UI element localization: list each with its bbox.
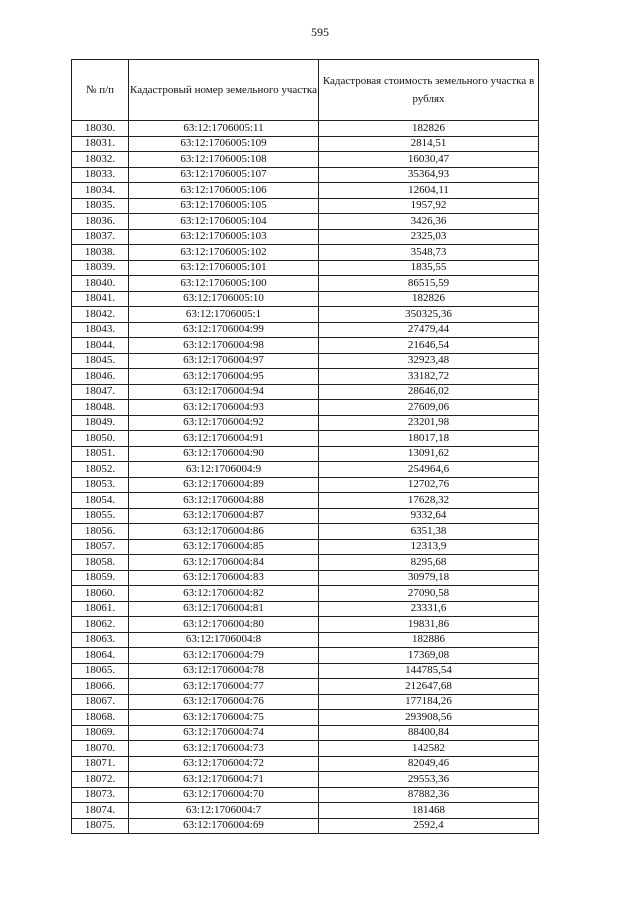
cadastral-value-cell: 182826 <box>319 121 539 137</box>
cadastral-value-cell: 12702,76 <box>319 477 539 493</box>
cadastral-value-cell: 350325,36 <box>319 307 539 323</box>
cadastral-number-cell: 63:12:1706005:11 <box>129 121 319 137</box>
table-row <box>72 353 539 369</box>
table-row <box>72 384 539 400</box>
cadastral-number-cell: 63:12:1706005:102 <box>129 245 319 261</box>
table-row <box>72 431 539 447</box>
cadastral-value-cell: 12313,9 <box>319 539 539 555</box>
cadastral-number-cell: 63:12:1706004:92 <box>129 415 319 431</box>
table-row <box>72 245 539 261</box>
cadastral-value-table <box>71 59 539 834</box>
header-num: № п/п <box>72 60 129 121</box>
table-row <box>72 415 539 431</box>
cadastral-value-cell: 23331,6 <box>319 601 539 617</box>
cadastral-value-cell: 9332,64 <box>319 508 539 524</box>
table-row <box>72 663 539 679</box>
cadastral-value-cell: 88400,84 <box>319 725 539 741</box>
cadastral-value-cell: 35364,93 <box>319 167 539 183</box>
table-row <box>72 291 539 307</box>
cadastral-value-cell: 19831,86 <box>319 617 539 633</box>
row-number-cell: 18075. <box>72 818 129 834</box>
cadastral-number-cell: 63:12:1706004:95 <box>129 369 319 385</box>
cadastral-value-cell: 33182,72 <box>319 369 539 385</box>
row-number-cell: 18035. <box>72 198 129 214</box>
cadastral-value-cell: 21646,54 <box>319 338 539 354</box>
table-body <box>72 121 539 834</box>
table-row <box>72 307 539 323</box>
cadastral-value-cell: 181468 <box>319 803 539 819</box>
table-row <box>72 524 539 540</box>
cadastral-value-cell: 144785,54 <box>319 663 539 679</box>
row-number-cell: 18038. <box>72 245 129 261</box>
cadastral-value-cell: 3426,36 <box>319 214 539 230</box>
row-number-cell: 18052. <box>72 462 129 478</box>
cadastral-number-cell: 63:12:1706004:71 <box>129 772 319 788</box>
table-row <box>72 136 539 152</box>
table-row <box>72 787 539 803</box>
cadastral-value-cell: 27609,06 <box>319 400 539 416</box>
row-number-cell: 18062. <box>72 617 129 633</box>
cadastral-value-cell: 17628,32 <box>319 493 539 509</box>
cadastral-number-cell: 63:12:1706004:97 <box>129 353 319 369</box>
cadastral-number-cell: 63:12:1706004:9 <box>129 462 319 478</box>
row-number-cell: 18065. <box>72 663 129 679</box>
table-row <box>72 586 539 602</box>
row-number-cell: 18056. <box>72 524 129 540</box>
cadastral-value-cell: 1835,55 <box>319 260 539 276</box>
table-row <box>72 694 539 710</box>
cadastral-number-cell: 63:12:1706005:1 <box>129 307 319 323</box>
cadastral-value-cell: 6351,38 <box>319 524 539 540</box>
cadastral-number-cell: 63:12:1706004:70 <box>129 787 319 803</box>
row-number-cell: 18067. <box>72 694 129 710</box>
cadastral-value-cell: 30979,18 <box>319 570 539 586</box>
table-row <box>72 555 539 571</box>
cadastral-number-cell: 63:12:1706005:107 <box>129 167 319 183</box>
row-number-cell: 18042. <box>72 307 129 323</box>
cadastral-value-cell: 293908,56 <box>319 710 539 726</box>
row-number-cell: 18069. <box>72 725 129 741</box>
cadastral-value-cell: 182886 <box>319 632 539 648</box>
row-number-cell: 18070. <box>72 741 129 757</box>
cadastral-number-cell: 63:12:1706004:73 <box>129 741 319 757</box>
row-number-cell: 18051. <box>72 446 129 462</box>
table-row <box>72 214 539 230</box>
cadastral-value-cell: 17369,08 <box>319 648 539 664</box>
cadastral-value-cell: 87882,36 <box>319 787 539 803</box>
table-row <box>72 260 539 276</box>
table-row <box>72 756 539 772</box>
table-row <box>72 276 539 292</box>
table-row <box>72 772 539 788</box>
row-number-cell: 18030. <box>72 121 129 137</box>
row-number-cell: 18063. <box>72 632 129 648</box>
row-number-cell: 18036. <box>72 214 129 230</box>
cadastral-number-cell: 63:12:1706004:99 <box>129 322 319 338</box>
row-number-cell: 18074. <box>72 803 129 819</box>
cadastral-value-cell: 177184,26 <box>319 694 539 710</box>
table-row <box>72 679 539 695</box>
cadastral-number-cell: 63:12:1706004:93 <box>129 400 319 416</box>
cadastral-value-cell: 3548,73 <box>319 245 539 261</box>
row-number-cell: 18049. <box>72 415 129 431</box>
cadastral-value-cell: 29553,36 <box>319 772 539 788</box>
cadastral-value-cell: 12604,11 <box>319 183 539 199</box>
cadastral-value-cell: 2325,03 <box>319 229 539 245</box>
cadastral-number-cell: 63:12:1706005:10 <box>129 291 319 307</box>
cadastral-number-cell: 63:12:1706004:90 <box>129 446 319 462</box>
cadastral-number-cell: 63:12:1706004:81 <box>129 601 319 617</box>
row-number-cell: 18054. <box>72 493 129 509</box>
row-number-cell: 18041. <box>72 291 129 307</box>
table-row <box>72 818 539 834</box>
table-row <box>72 493 539 509</box>
row-number-cell: 18053. <box>72 477 129 493</box>
row-number-cell: 18044. <box>72 338 129 354</box>
cadastral-number-cell: 63:12:1706004:72 <box>129 756 319 772</box>
cadastral-number-cell: 63:12:1706005:100 <box>129 276 319 292</box>
cadastral-value-cell: 23201,98 <box>319 415 539 431</box>
cadastral-value-cell: 8295,68 <box>319 555 539 571</box>
row-number-cell: 18066. <box>72 679 129 695</box>
cadastral-number-cell: 63:12:1706005:108 <box>129 152 319 168</box>
table-row <box>72 617 539 633</box>
table-row <box>72 632 539 648</box>
row-number-cell: 18037. <box>72 229 129 245</box>
table-row <box>72 152 539 168</box>
table-row <box>72 369 539 385</box>
cadastral-value-cell: 32923,48 <box>319 353 539 369</box>
cadastral-value-cell: 27090,58 <box>319 586 539 602</box>
cadastral-number-cell: 63:12:1706004:84 <box>129 555 319 571</box>
row-number-cell: 18058. <box>72 555 129 571</box>
table-header <box>72 60 539 121</box>
table-row <box>72 446 539 462</box>
table-row <box>72 601 539 617</box>
cadastral-value-cell: 13091,62 <box>319 446 539 462</box>
row-number-cell: 18032. <box>72 152 129 168</box>
cadastral-number-cell: 63:12:1706004:69 <box>129 818 319 834</box>
row-number-cell: 18073. <box>72 787 129 803</box>
header-cadastral-number: Кадастровый номер земельного участка <box>129 60 319 121</box>
cadastral-number-cell: 63:12:1706004:74 <box>129 725 319 741</box>
row-number-cell: 18046. <box>72 369 129 385</box>
table-row <box>72 462 539 478</box>
table-row <box>72 710 539 726</box>
cadastral-value-cell: 2592,4 <box>319 818 539 834</box>
cadastral-number-cell: 63:12:1706004:78 <box>129 663 319 679</box>
row-number-cell: 18059. <box>72 570 129 586</box>
cadastral-value-cell: 82049,46 <box>319 756 539 772</box>
row-number-cell: 18057. <box>72 539 129 555</box>
cadastral-number-cell: 63:12:1706004:85 <box>129 539 319 555</box>
cadastral-number-cell: 63:12:1706005:101 <box>129 260 319 276</box>
table-row <box>72 183 539 199</box>
row-number-cell: 18031. <box>72 136 129 152</box>
row-number-cell: 18034. <box>72 183 129 199</box>
cadastral-number-cell: 63:12:1706004:91 <box>129 431 319 447</box>
cadastral-value-cell: 16030,47 <box>319 152 539 168</box>
row-number-cell: 18061. <box>72 601 129 617</box>
row-number-cell: 18071. <box>72 756 129 772</box>
cadastral-value-cell: 27479,44 <box>319 322 539 338</box>
cadastral-value-cell: 182826 <box>319 291 539 307</box>
cadastral-number-cell: 63:12:1706004:76 <box>129 694 319 710</box>
table-row <box>72 803 539 819</box>
cadastral-number-cell: 63:12:1706004:88 <box>129 493 319 509</box>
row-number-cell: 18072. <box>72 772 129 788</box>
cadastral-number-cell: 63:12:1706004:82 <box>129 586 319 602</box>
row-number-cell: 18040. <box>72 276 129 292</box>
row-number-cell: 18047. <box>72 384 129 400</box>
cadastral-number-cell: 63:12:1706004:98 <box>129 338 319 354</box>
table-row <box>72 725 539 741</box>
row-number-cell: 18039. <box>72 260 129 276</box>
cadastral-number-cell: 63:12:1706004:7 <box>129 803 319 819</box>
cadastral-number-cell: 63:12:1706004:87 <box>129 508 319 524</box>
row-number-cell: 18064. <box>72 648 129 664</box>
cadastral-number-cell: 63:12:1706005:105 <box>129 198 319 214</box>
row-number-cell: 18060. <box>72 586 129 602</box>
cadastral-value-cell: 212647,68 <box>319 679 539 695</box>
row-number-cell: 18043. <box>72 322 129 338</box>
cadastral-number-cell: 63:12:1706004:8 <box>129 632 319 648</box>
cadastral-value-cell: 2814,51 <box>319 136 539 152</box>
cadastral-number-cell: 63:12:1706005:106 <box>129 183 319 199</box>
table-row <box>72 477 539 493</box>
cadastral-number-cell: 63:12:1706004:94 <box>129 384 319 400</box>
cadastral-number-cell: 63:12:1706005:109 <box>129 136 319 152</box>
cadastral-number-cell: 63:12:1706004:79 <box>129 648 319 664</box>
cadastral-value-cell: 1957,92 <box>319 198 539 214</box>
table-row <box>72 322 539 338</box>
table-row <box>72 648 539 664</box>
table-row <box>72 508 539 524</box>
cadastral-number-cell: 63:12:1706004:77 <box>129 679 319 695</box>
cadastral-value-cell: 18017,18 <box>319 431 539 447</box>
row-number-cell: 18050. <box>72 431 129 447</box>
table-row <box>72 539 539 555</box>
cadastral-number-cell: 63:12:1706004:89 <box>129 477 319 493</box>
row-number-cell: 18068. <box>72 710 129 726</box>
header-cadastral-value: Кадастровая стоимость земельного участка в рублях <box>319 60 539 121</box>
row-number-cell: 18033. <box>72 167 129 183</box>
cadastral-number-cell: 63:12:1706004:80 <box>129 617 319 633</box>
table-row <box>72 741 539 757</box>
cadastral-number-cell: 63:12:1706005:104 <box>129 214 319 230</box>
cadastral-value-cell: 142582 <box>319 741 539 757</box>
cadastral-number-cell: 63:12:1706004:75 <box>129 710 319 726</box>
cadastral-number-cell: 63:12:1706005:103 <box>129 229 319 245</box>
row-number-cell: 18045. <box>72 353 129 369</box>
table-row <box>72 570 539 586</box>
table-row <box>72 121 539 137</box>
cadastral-value-cell: 254964,6 <box>319 462 539 478</box>
table-header-row <box>72 60 539 121</box>
cadastral-number-cell: 63:12:1706004:86 <box>129 524 319 540</box>
cadastral-number-cell: 63:12:1706004:83 <box>129 570 319 586</box>
row-number-cell: 18048. <box>72 400 129 416</box>
table-row <box>72 338 539 354</box>
cadastral-value-cell: 86515,59 <box>319 276 539 292</box>
table-row <box>72 229 539 245</box>
row-number-cell: 18055. <box>72 508 129 524</box>
table-row <box>72 167 539 183</box>
page-number: 595 <box>311 25 329 39</box>
table-row <box>72 198 539 214</box>
cadastral-value-cell: 28646,02 <box>319 384 539 400</box>
table-row <box>72 400 539 416</box>
